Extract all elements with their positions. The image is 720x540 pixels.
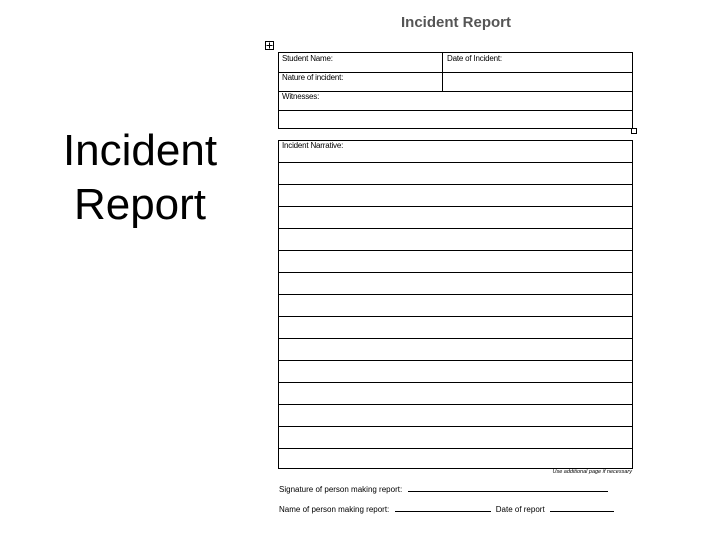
table-row: [279, 73, 632, 92]
slide-title-line-2: Report: [73, 180, 207, 229]
name-date-row: [279, 503, 614, 514]
narrative-line: [279, 272, 632, 273]
narrative-line: [279, 426, 632, 427]
name-label: Name of person making report:: [279, 505, 390, 514]
narrative-line: [279, 294, 632, 295]
slide-title: [38, 124, 242, 232]
slide-title-line-1: Incident: [62, 126, 218, 175]
table-resize-handle-icon[interactable]: [631, 128, 637, 134]
column-divider: [442, 53, 443, 92]
narrative-line: [279, 184, 632, 185]
witnesses-label: Witnesses:: [282, 92, 320, 101]
date-of-report-label: Date of report: [495, 505, 545, 514]
name-blank[interactable]: [395, 503, 491, 512]
table-row: [279, 111, 632, 129]
narrative-line: [279, 316, 632, 317]
table-row: [279, 53, 632, 73]
narrative-line: [279, 404, 632, 405]
narrative-line: [279, 206, 632, 207]
student-name-label: Student Name:: [282, 54, 333, 63]
narrative-line: [279, 338, 632, 339]
nature-of-incident-label: Nature of incident:: [282, 73, 344, 82]
narrative-line: [279, 162, 632, 163]
incident-narrative-label: Incident Narrative:: [282, 141, 344, 150]
table-move-handle-icon[interactable]: [265, 41, 274, 50]
narrative-line: [279, 382, 632, 383]
form-title: Incident Report: [400, 14, 511, 31]
signature-blank[interactable]: [408, 483, 608, 492]
narrative-line: [279, 250, 632, 251]
narrative-line: [279, 448, 632, 449]
narrative-line: [279, 228, 632, 229]
incident-narrative-box: [278, 140, 633, 469]
table-row: [279, 92, 632, 111]
date-blank[interactable]: [550, 503, 614, 512]
date-of-incident-label: Date of Incident:: [447, 54, 502, 63]
signature-label: Signature of person making report:: [279, 485, 403, 494]
student-info-table: [278, 52, 633, 129]
additional-page-note: Use additional page if necessary: [552, 469, 632, 475]
narrative-line: [279, 360, 632, 361]
signature-row: [279, 483, 608, 494]
